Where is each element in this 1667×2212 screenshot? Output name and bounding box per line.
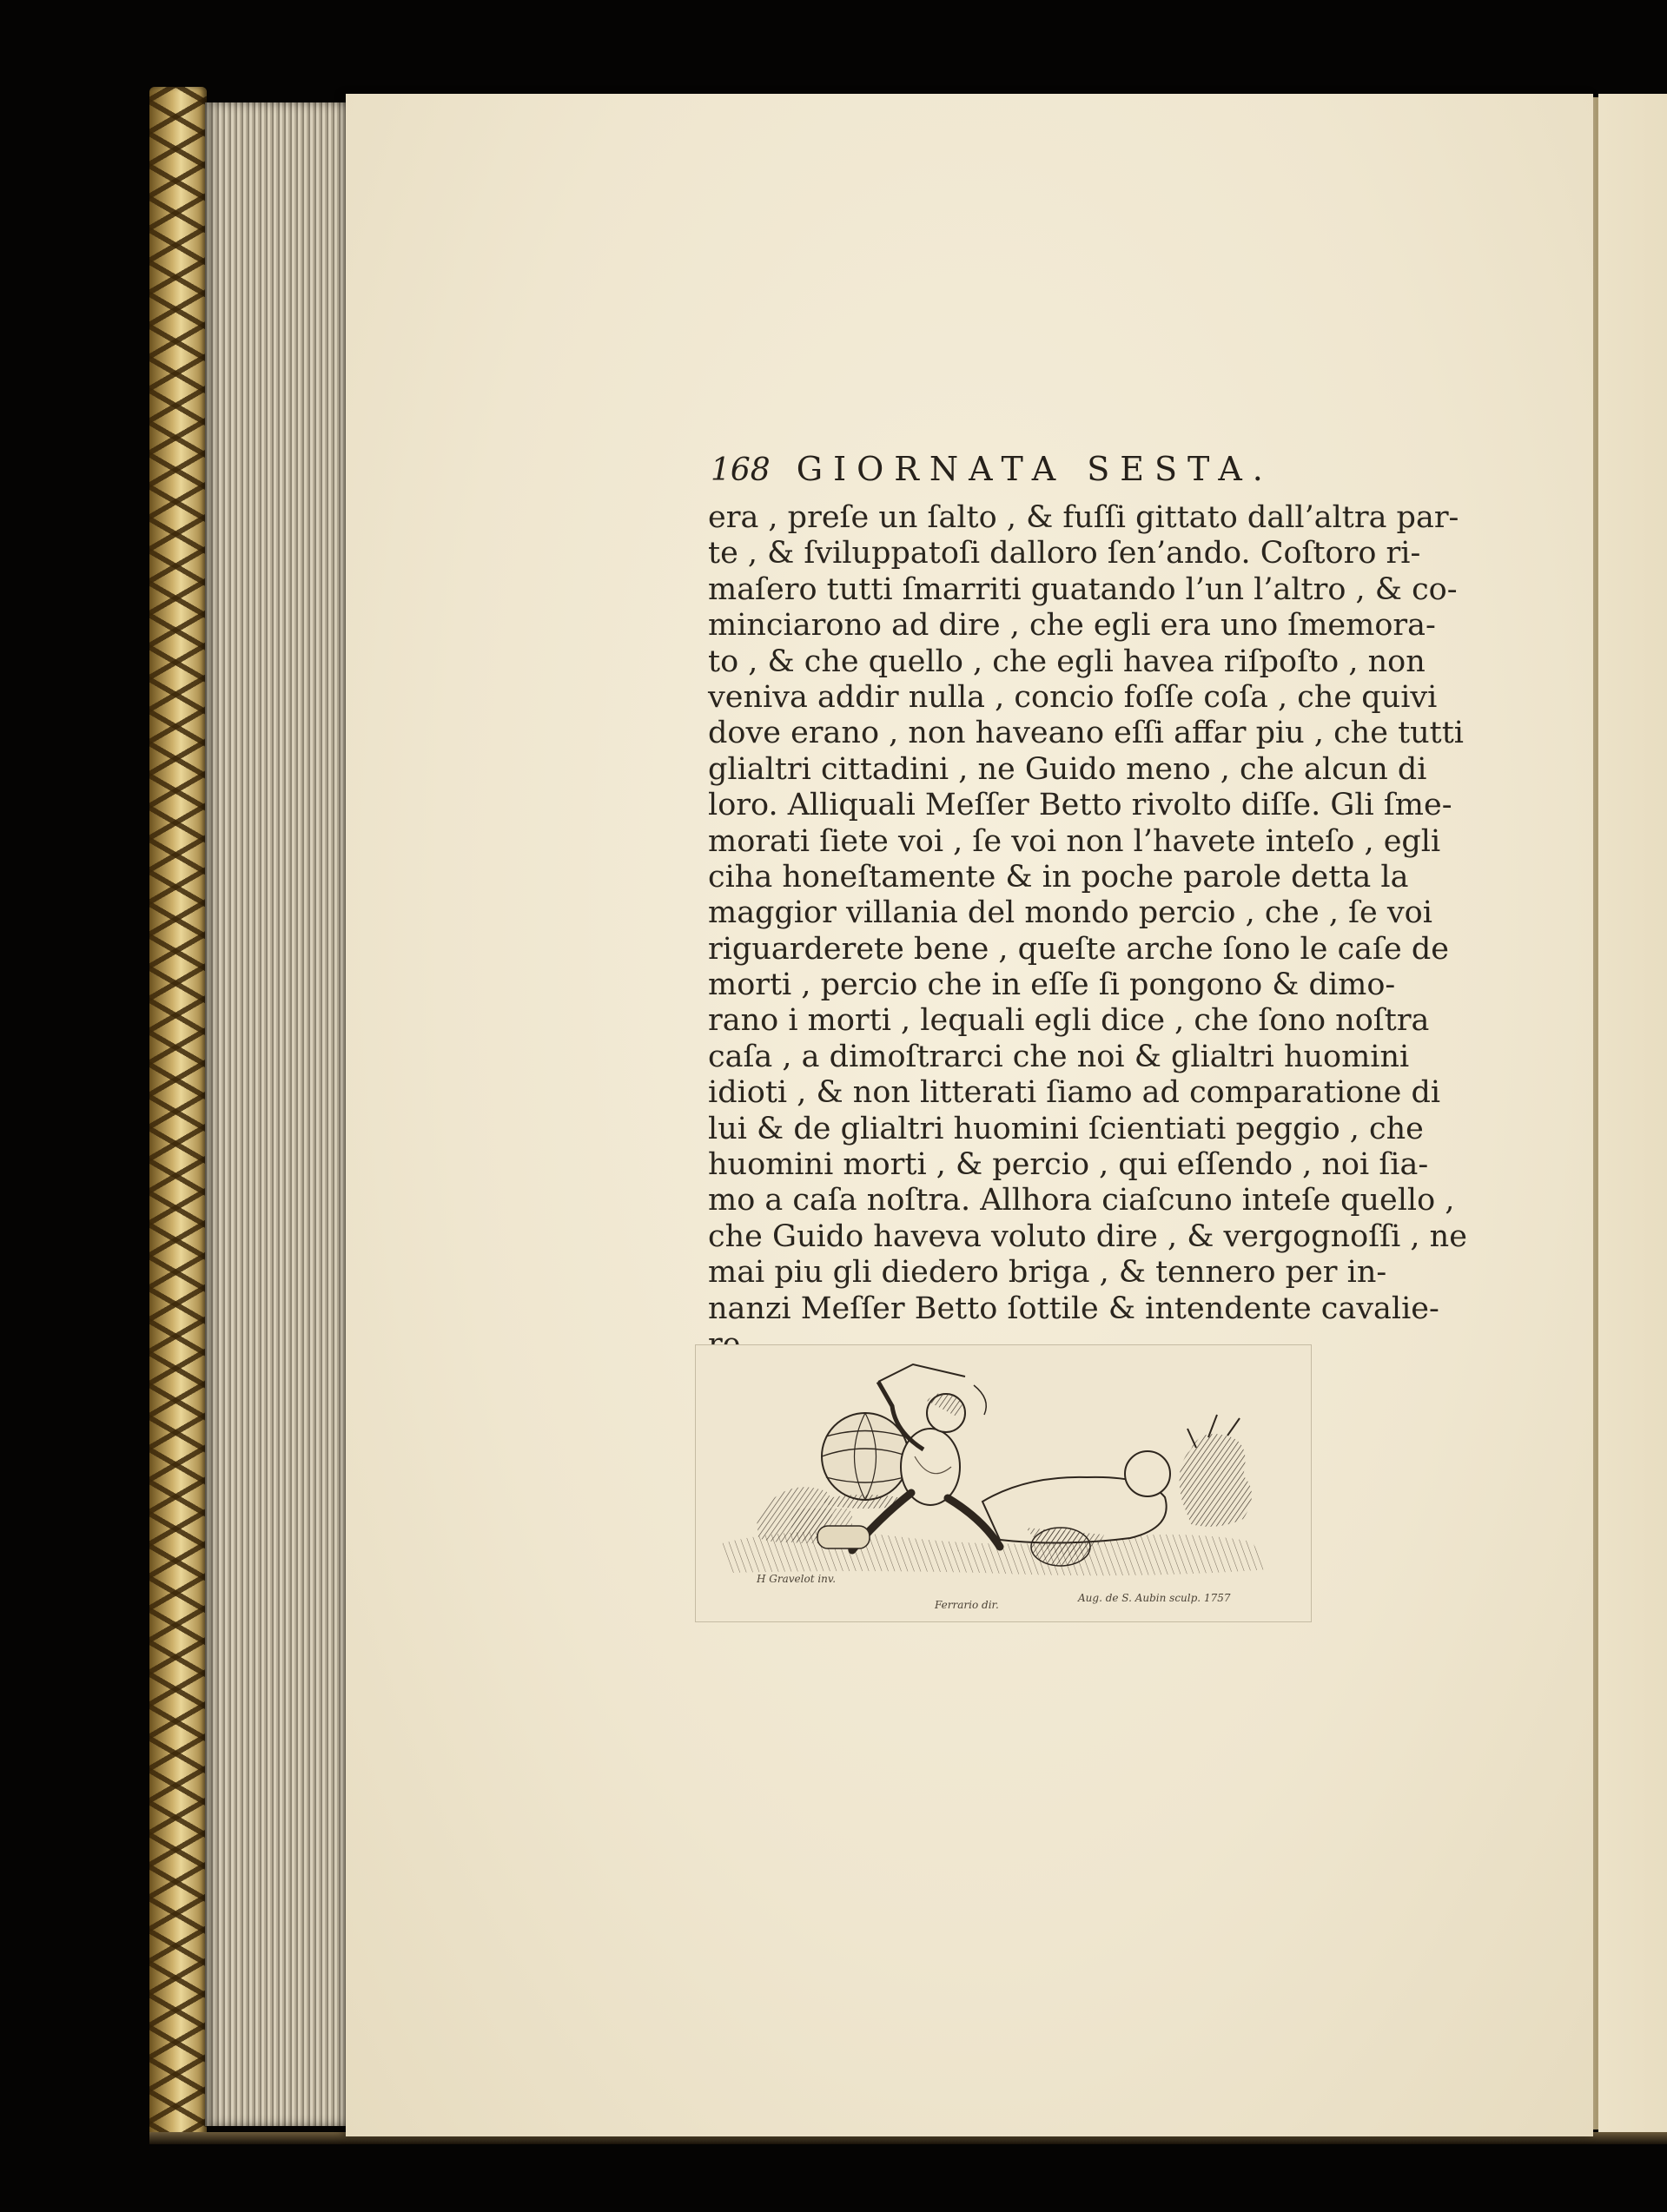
facing-page-edge (1598, 94, 1667, 2136)
text-line: minciarono ad dire , che egli era uno ſmemora- (708, 608, 1436, 644)
text-line: maſero tutti ſmarriti guatando l’un l’altro , & co- (708, 571, 1458, 607)
text-line: mai piu gli diedero briga , & tennero per in- (708, 1255, 1387, 1291)
book-spine-gilt (149, 87, 207, 2136)
text-line: lui & de glialtri huomini ſcientiati peggio , che (708, 1111, 1424, 1146)
text-line: veniva addir nulla , concio foſſe coſa , che quivi (708, 679, 1438, 715)
text-line: loro. Alliquali Meſſer Betto rivolto diſſe. Gli ſme- (708, 788, 1452, 823)
text-line: caſa , a dimoſtrarci che noi & glialtri huomini (708, 1039, 1410, 1074)
text-line: huomini morti , & percio , qui eſſendo , noi ſia- (708, 1147, 1429, 1183)
text-line: morati ſiete voi , ſe voi non l’havete inteſo , egli (708, 823, 1441, 859)
text-line: rano i morti , lequali egli dice , che ſono noſtra (708, 1003, 1430, 1039)
running-header (711, 450, 1319, 493)
engraving-credit-inventor: H Gravelot inv. (757, 1573, 837, 1585)
text-line: idioti , & non litterati ſiamo ad comparatione di (708, 1075, 1441, 1111)
text-line: mo a caſa noſtra. Allhora ciaſcuno inteſe quello , (708, 1183, 1455, 1218)
text-line: dove erano , non haveano eſſi affar piu , che tutti (708, 716, 1464, 751)
text-line: te , & ſviluppatoſi dalloro ſen’ando. Coſtoro ri- (708, 536, 1421, 571)
text-line: che Guido haveva voluto dire , & vergognoſſi , ne (708, 1218, 1467, 1254)
text-line: riguarderete bene , queſte arche ſono le caſe de (708, 931, 1449, 967)
text-line: morti , percio che in eſſe ſi pongono & dimo- (708, 967, 1396, 1003)
text-line: era , preſe un ſalto , & fuſſi gittato dall’altra par- (708, 500, 1459, 535)
text-line: ciha honeſtamente & in poche parole detta la (708, 859, 1409, 895)
engraving-credit-director: Ferrario dir. (935, 1599, 999, 1611)
body-text (708, 500, 1467, 1363)
text-line: to , & che quello , che egli havea riſpoſto , non (708, 644, 1426, 679)
text-line: nanzi Meſſer Betto ſottile & intendente cavalie- (708, 1291, 1439, 1326)
text-line: maggior villania del mondo percio , che , ſe voi (708, 895, 1432, 931)
text-line: glialtri cittadini , ne Guido meno , che alcun di (708, 751, 1427, 787)
engraving-credit-engraver: Aug. de S. Aubin sculp. 1757 (1078, 1592, 1231, 1604)
engraving-vignette (695, 1344, 1312, 1622)
running-head-title: GIORNATA SESTA. (796, 450, 1273, 488)
page-number: 168 (711, 452, 771, 488)
page-edges (205, 102, 353, 2126)
